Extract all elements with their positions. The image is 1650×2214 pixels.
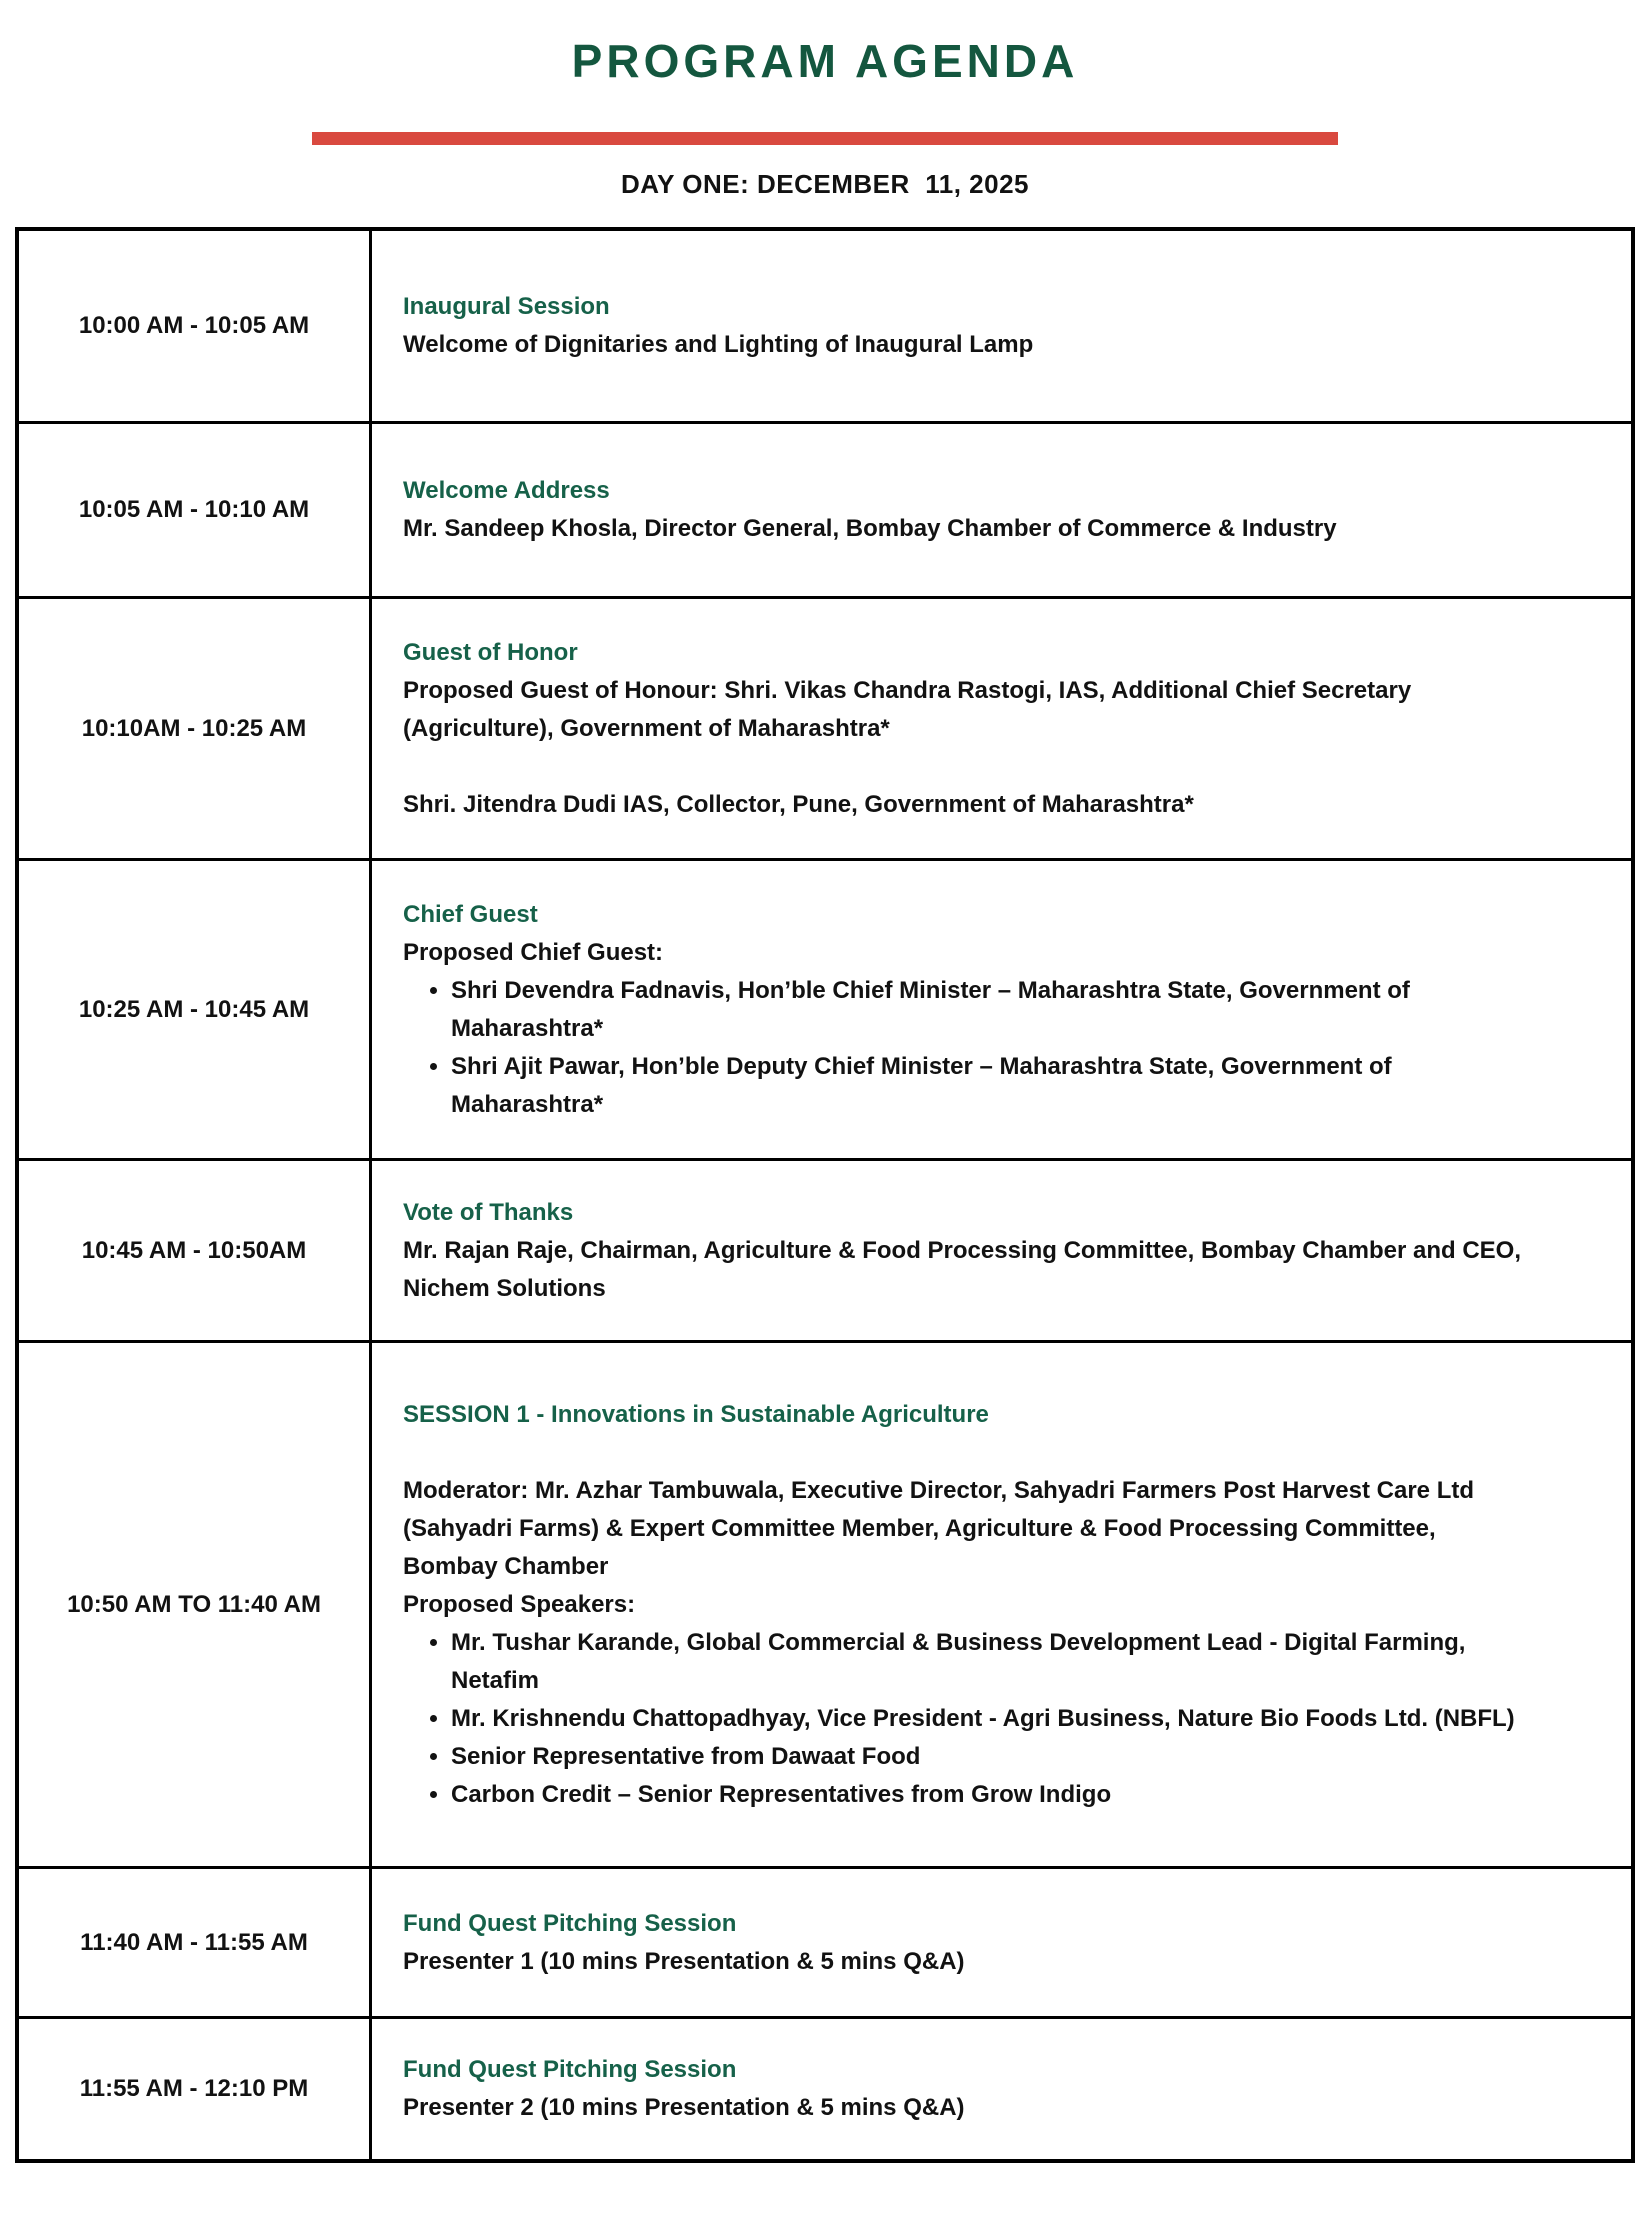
speaker-bullet-item: • Mr. Tushar Karande, Global Commercial & Business Development Lead - Digital Farming, Netafim — [451, 1624, 1531, 1700]
time-slot-label: 10:50 AM TO 11:40 AM — [67, 1590, 321, 1618]
table-row — [19, 858, 1631, 1158]
table-row — [19, 1158, 1631, 1340]
table-row — [19, 596, 1631, 858]
time-slot-cell — [19, 1869, 372, 2016]
session-detail-cell — [372, 424, 1631, 596]
session-detail-cell — [372, 599, 1631, 858]
speaker-bullet-item: • Carbon Credit – Senior Representatives from Grow Indigo — [451, 1776, 1531, 1814]
table-row — [19, 231, 1631, 421]
time-slot-cell — [19, 231, 372, 421]
session-paragraph: Presenter 2 (10 mins Presentation & 5 mins Q&A) — [403, 2094, 965, 2121]
table-row — [19, 1866, 1631, 2016]
time-slot-label: 11:40 AM - 11:55 AM — [80, 1928, 308, 1956]
session-heading: Guest of Honor — [403, 638, 578, 666]
time-slot-cell — [19, 1343, 372, 1866]
time-slot-cell — [19, 1161, 372, 1340]
session-heading: Chief Guest — [403, 900, 538, 928]
session-paragraph: Shri. Jitendra Dudi IAS, Collector, Pune, Government of Maharashtra* — [403, 790, 1194, 818]
time-slot-label: 10:00 AM - 10:05 AM — [78, 312, 310, 339]
speaker-bullet-list — [403, 972, 1531, 1124]
session-detail-cell — [372, 1343, 1631, 1866]
table-row — [19, 421, 1631, 596]
time-slot-label: 10:05 AM - 10:10 AM — [78, 496, 310, 523]
session-heading: Fund Quest Pitching Session — [403, 2056, 737, 2083]
speaker-bullet-item: • Shri Ajit Pawar, Hon’ble Deputy Chief Minister – Maharashtra State, Government of Maharashtra* — [451, 1048, 1531, 1124]
session-paragraph: Moderator: Mr. Azhar Tambuwala, Executive Director, Sahyadri Farmers Post Harvest Care Ltd (Sahyadri Farms) & Expert Committee Member, Agriculture & Food Processing Committee, Bombay Chamber — [403, 1476, 1475, 1580]
day-one-date-heading: DAY ONE: DECEMBER 11, 2025 — [621, 169, 1029, 199]
time-slot-label: 11:55 AM - 12:10 PM — [79, 2075, 309, 2102]
session-paragraph: Mr. Rajan Raje, Chairman, Agriculture & Food Processing Committee, Bombay Chamber and CEO, Nichem Solutions — [403, 1236, 1522, 1302]
table-row — [19, 1340, 1631, 1866]
agenda-table — [15, 227, 1635, 2163]
speaker-bullet-list — [403, 1624, 1531, 1814]
time-slot-cell — [19, 424, 372, 596]
time-slot-cell — [19, 2019, 372, 2159]
session-heading: Fund Quest Pitching Session — [403, 1909, 737, 1937]
session-paragraph: Presenter 1 (10 mins Presentation & 5 mins Q&A) — [403, 1947, 965, 1975]
paragraph-spacer — [403, 1434, 1531, 1472]
time-slot-label: 10:25 AM - 10:45 AM — [78, 995, 310, 1023]
session-heading: SESSION 1 - Innovations in Sustainable Agriculture — [403, 1400, 989, 1428]
speaker-bullet-item: • Mr. Krishnendu Chattopadhyay, Vice President - Agri Business, Nature Bio Foods Ltd. (NBFL) — [451, 1700, 1531, 1738]
session-paragraph: Proposed Speakers: — [403, 1590, 636, 1618]
session-detail-cell — [372, 861, 1631, 1158]
session-heading: Vote of Thanks — [403, 1198, 574, 1226]
session-heading: Welcome Address — [403, 477, 610, 504]
paragraph-spacer — [403, 748, 1531, 786]
session-paragraph: Proposed Guest of Honour: Shri. Vikas Chandra Rastogi, IAS, Additional Chief Secretary (Agriculture), Government of Maharashtra* — [403, 676, 1412, 742]
session-heading: Inaugural Session — [403, 293, 610, 320]
time-slot-label: 10:10AM - 10:25 AM — [81, 714, 307, 742]
time-slot-cell — [19, 861, 372, 1158]
session-detail-cell — [372, 231, 1631, 421]
session-paragraph: Welcome of Dignitaries and Lighting of Inaugural Lamp — [403, 331, 1034, 358]
time-slot-label: 10:45 AM - 10:50AM — [81, 1236, 307, 1264]
session-paragraph: Proposed Chief Guest: — [403, 938, 664, 966]
page-title: PROGRAM AGENDA — [571, 35, 1079, 87]
session-detail-cell — [372, 1869, 1631, 2016]
session-detail-cell — [372, 1161, 1631, 1340]
speaker-bullet-item: • Senior Representative from Dawaat Food — [451, 1738, 1531, 1776]
speaker-bullet-item: • Shri Devendra Fadnavis, Hon’ble Chief Minister – Maharashtra State, Government of Maharashtra* — [451, 972, 1531, 1048]
session-detail-cell — [372, 2019, 1631, 2159]
session-paragraph: Mr. Sandeep Khosla, Director General, Bombay Chamber of Commerce & Industry — [403, 515, 1337, 542]
table-row — [19, 2016, 1631, 2159]
title-underline-bar — [312, 132, 1338, 145]
time-slot-cell — [19, 599, 372, 858]
